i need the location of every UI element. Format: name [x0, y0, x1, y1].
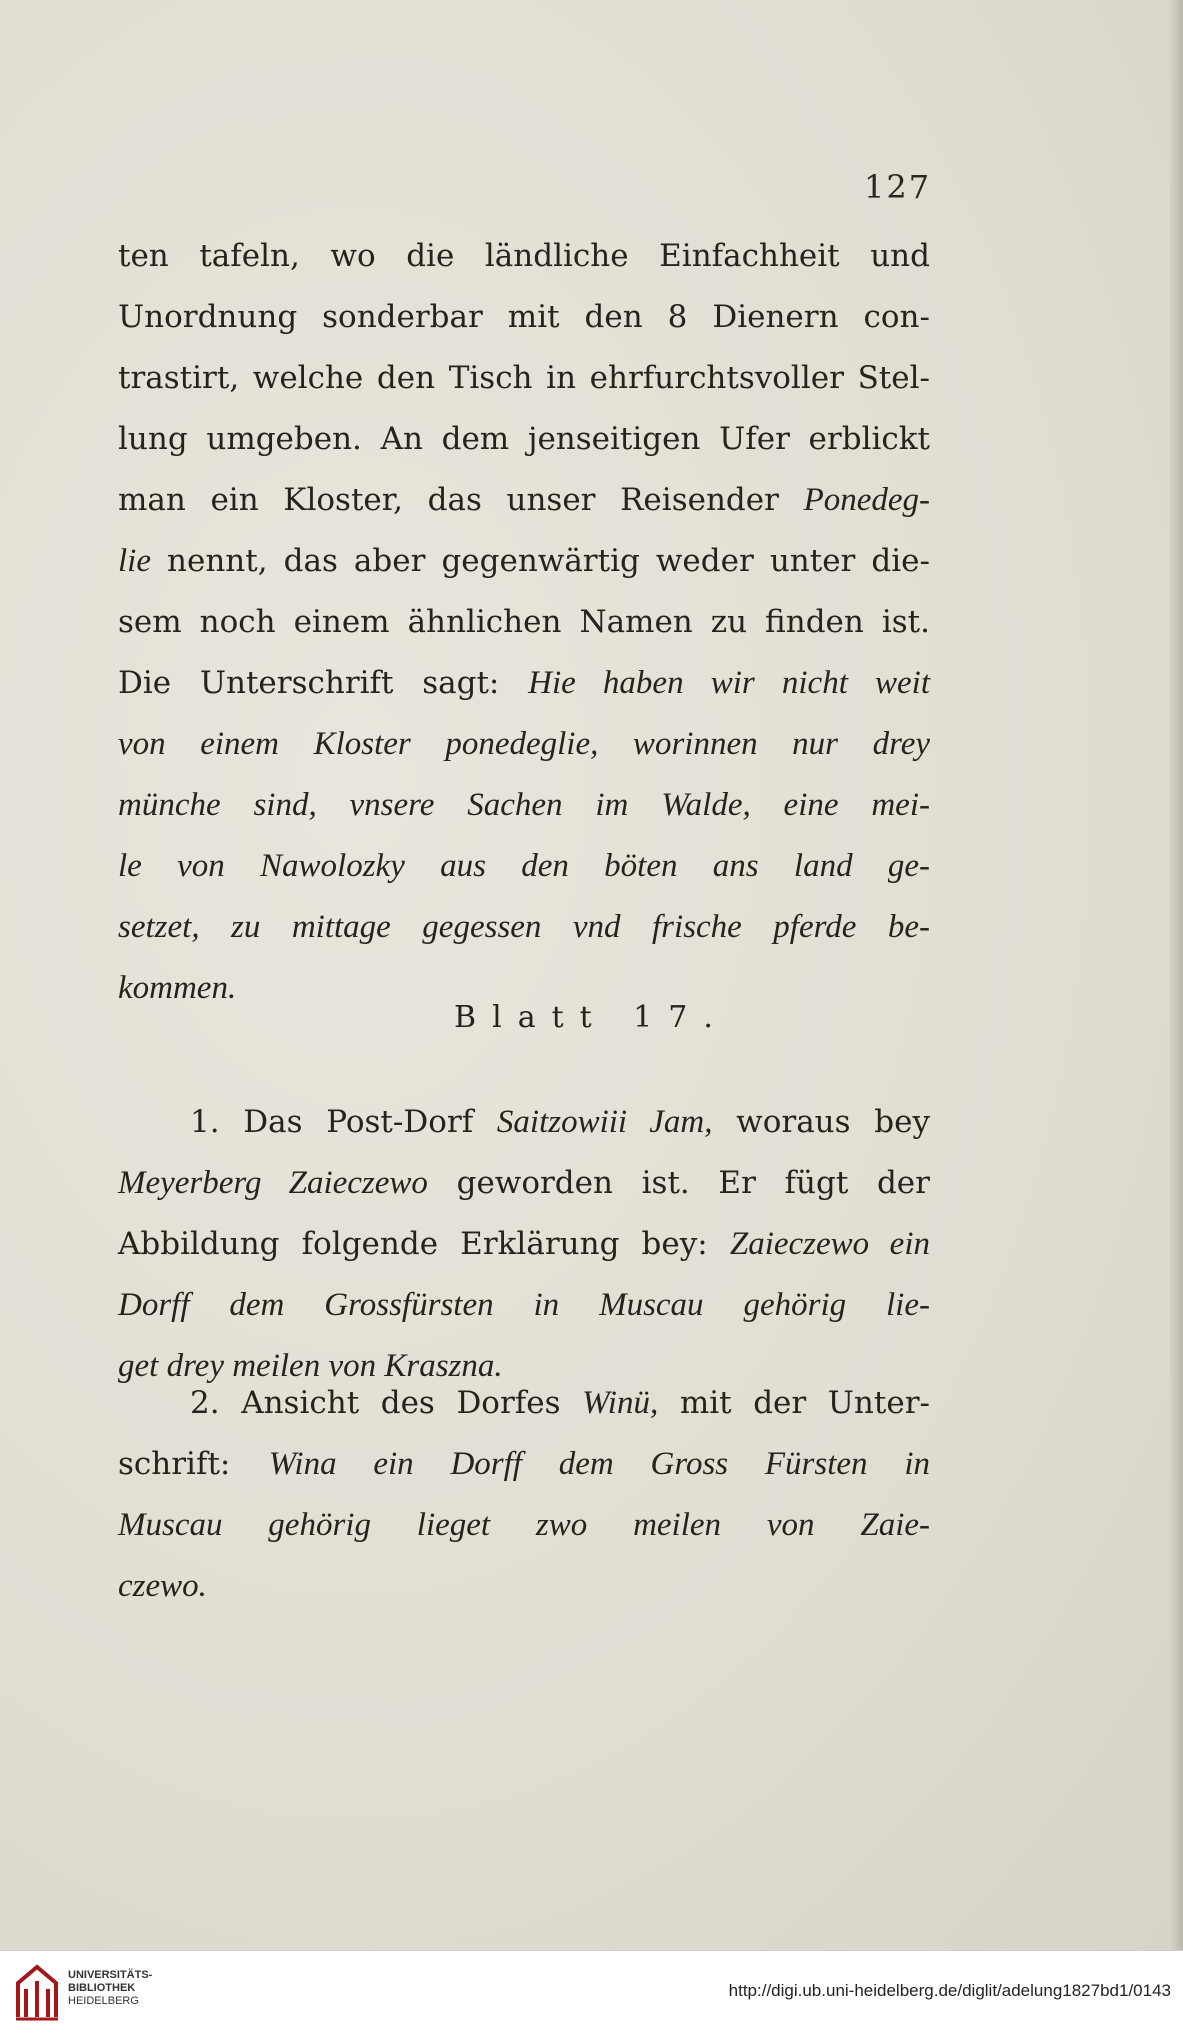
text-segment: man ein Kloster, das unser Reisender — [118, 482, 779, 518]
text-segment: nennt, das aber gegenwärtig weder unter die- — [167, 543, 930, 579]
text-line: münche sind, vnsere Sachen im Walde, eine mei- — [118, 787, 930, 823]
text-line: kommen. — [118, 970, 237, 1006]
text-segment: Das Post-Dorf — [243, 1104, 474, 1140]
footer-bar — [0, 1950, 1183, 2034]
item-number: 1. — [190, 1104, 220, 1140]
italic-segment: Meyerberg Zaieczewo — [118, 1165, 428, 1201]
text-segment: geworden ist. Er fügt der — [456, 1165, 930, 1201]
item-2 — [118, 1373, 930, 1617]
section-heading: Blatt 17. — [454, 1000, 729, 1035]
text-segment: Ansicht des Dorfes — [241, 1385, 561, 1421]
text-segment: Abbildung folgende Erklärung bey: — [118, 1226, 708, 1262]
text-line: sem noch einem ähnlichen Namen zu finden ist. — [118, 604, 930, 640]
text-line — [118, 1373, 930, 1434]
text-line — [118, 1434, 930, 1495]
text-segment: mit der Unter- — [679, 1385, 930, 1421]
italic-segment: Hie haben wir nicht weit — [528, 665, 930, 701]
text-line: Dorff dem Grossfürsten in Muscau gehörig lie- — [118, 1287, 930, 1323]
item-number: 2. — [190, 1385, 220, 1421]
page-number: 127 — [864, 168, 932, 206]
library-name — [68, 1969, 152, 2008]
text-line: le von Nawolozky aus den böten ans land ge- — [118, 848, 930, 884]
text-line — [118, 1092, 930, 1153]
library-logo-icon — [14, 1961, 60, 2021]
text-line: get drey meilen von Kraszna. — [118, 1348, 503, 1384]
text-line — [118, 531, 930, 592]
text-segment: woraus bey — [736, 1104, 930, 1140]
italic-segment: Wina ein Dorff dem Gross Fürsten in — [268, 1446, 930, 1482]
library-name-line: UNIVERSITÄTS- — [68, 1969, 153, 1981]
source-url-link[interactable]: http://digi.ub.uni-heidelberg.de/diglit/adelung1827bd1/0143 — [728, 1981, 1171, 2000]
text-line — [118, 653, 930, 714]
text-segment: schrift: — [118, 1446, 231, 1482]
library-name-line: HEIDELBERG — [68, 1995, 139, 2007]
text-line: trastirt, welche den Tisch in ehrfurchtsvoller Stel- — [118, 360, 930, 396]
text-line: Unordnung sonderbar mit den 8 Dienern con- — [118, 299, 930, 335]
italic-segment: Winü, — [582, 1385, 659, 1421]
italic-segment: Saitzowiii Jam, — [496, 1104, 713, 1140]
text-line — [118, 1214, 930, 1275]
text-line: lung umgeben. An dem jenseitigen Ufer erblickt — [118, 421, 930, 457]
text-line: czewo. — [118, 1568, 207, 1604]
item-1 — [118, 1092, 930, 1397]
italic-segment: Zaieczewo ein — [729, 1226, 931, 1262]
italic-segment: Ponedeg- — [803, 482, 931, 518]
italic-segment: lie — [118, 543, 151, 579]
text-line: von einem Kloster ponedeglie, worinnen nur drey — [118, 726, 930, 762]
text-line — [118, 1153, 930, 1214]
text-segment: Die Unterschrift sagt: — [118, 665, 500, 701]
library-name-line: BIBLIOTHEK — [68, 1982, 136, 1994]
text-line: setzet, zu mittage gegessen vnd frische pferde be- — [118, 909, 930, 945]
text-line: Muscau gehörig lieget zwo meilen von Zaie- — [118, 1507, 930, 1543]
paragraph-1 — [118, 226, 930, 1019]
text-line: ten tafeln, wo die ländliche Einfachheit und — [118, 238, 930, 274]
text-line — [118, 470, 930, 531]
page-edge — [1169, 0, 1183, 1950]
